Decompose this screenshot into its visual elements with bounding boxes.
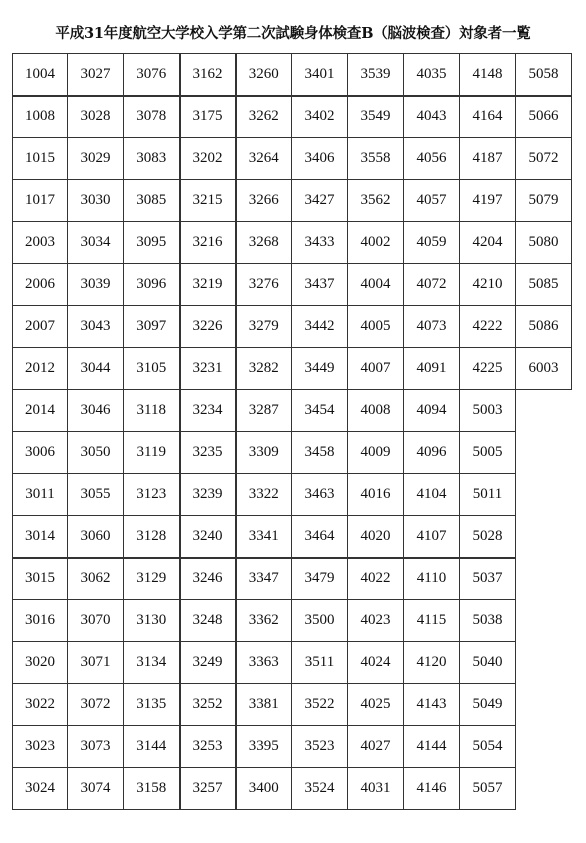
number-cell: 3202 [180, 138, 236, 180]
number-cell [516, 474, 572, 516]
number-cell: 3216 [180, 222, 236, 264]
number-cell: 4110 [404, 558, 460, 600]
number-cell: 3134 [124, 642, 180, 684]
number-cell: 3085 [124, 180, 180, 222]
number-cell: 3129 [124, 558, 180, 600]
number-cell: 4056 [404, 138, 460, 180]
number-cell: 3524 [292, 768, 348, 810]
number-cell: 3562 [348, 180, 404, 222]
number-cell: 4187 [460, 138, 516, 180]
table-row [13, 474, 572, 516]
number-cell: 3240 [180, 516, 236, 558]
number-cell: 5003 [460, 390, 516, 432]
number-cell: 3341 [236, 516, 292, 558]
number-cell: 3014 [13, 516, 68, 558]
number-cell [516, 516, 572, 558]
number-cell: 3231 [180, 348, 236, 390]
number-cell: 3027 [68, 54, 124, 96]
number-cell: 3464 [292, 516, 348, 558]
number-cell: 5054 [460, 726, 516, 768]
number-cell: 4073 [404, 306, 460, 348]
number-cell: 3076 [124, 54, 180, 96]
number-cell: 3235 [180, 432, 236, 474]
number-cell: 3072 [68, 684, 124, 726]
number-cell: 3030 [68, 180, 124, 222]
number-cell: 3119 [124, 432, 180, 474]
number-cell [516, 432, 572, 474]
number-cell: 3175 [180, 96, 236, 138]
number-cell: 3034 [68, 222, 124, 264]
number-cell: 5005 [460, 432, 516, 474]
number-cell: 3549 [348, 96, 404, 138]
number-cell: 4031 [348, 768, 404, 810]
number-cell: 3479 [292, 558, 348, 600]
number-cell: 3266 [236, 180, 292, 222]
number-cell: 5058 [516, 54, 572, 96]
number-cell: 5049 [460, 684, 516, 726]
number-cell: 5038 [460, 600, 516, 642]
number-cell: 3226 [180, 306, 236, 348]
number-cell: 4222 [460, 306, 516, 348]
table-row [13, 684, 572, 726]
number-cell: 4043 [404, 96, 460, 138]
table-row [13, 390, 572, 432]
number-cell: 3022 [13, 684, 68, 726]
table-row [13, 600, 572, 642]
number-cell [516, 768, 572, 810]
number-cell: 3073 [68, 726, 124, 768]
number-cell: 3433 [292, 222, 348, 264]
number-cell: 3449 [292, 348, 348, 390]
number-cell: 3020 [13, 642, 68, 684]
number-cell: 3078 [124, 96, 180, 138]
number-cell: 3016 [13, 600, 68, 642]
table-row [13, 54, 572, 96]
number-cell: 5040 [460, 642, 516, 684]
number-cell [516, 642, 572, 684]
number-cell: 4025 [348, 684, 404, 726]
table-row [13, 264, 572, 306]
number-cell: 4005 [348, 306, 404, 348]
number-cell: 3055 [68, 474, 124, 516]
number-cell: 3029 [68, 138, 124, 180]
number-cell: 3070 [68, 600, 124, 642]
number-cell: 3105 [124, 348, 180, 390]
number-cell: 3347 [236, 558, 292, 600]
number-cell: 4143 [404, 684, 460, 726]
table-row [13, 222, 572, 264]
number-cell: 4024 [348, 642, 404, 684]
table-row [13, 432, 572, 474]
number-cell: 3158 [124, 768, 180, 810]
table-row [13, 768, 572, 810]
number-cell: 3024 [13, 768, 68, 810]
number-cell: 4104 [404, 474, 460, 516]
number-cell: 3427 [292, 180, 348, 222]
number-cell: 3362 [236, 600, 292, 642]
number-cell: 5028 [460, 516, 516, 558]
number-cell: 2006 [13, 264, 68, 306]
number-cell: 4023 [348, 600, 404, 642]
number-cell: 3011 [13, 474, 68, 516]
number-cell: 3135 [124, 684, 180, 726]
number-cell: 3071 [68, 642, 124, 684]
table-row [13, 180, 572, 222]
number-cell: 3144 [124, 726, 180, 768]
number-cell: 3500 [292, 600, 348, 642]
number-cell: 4007 [348, 348, 404, 390]
number-cell: 1008 [13, 96, 68, 138]
number-cell: 3239 [180, 474, 236, 516]
number-cell: 4091 [404, 348, 460, 390]
number-cell: 3234 [180, 390, 236, 432]
number-cell: 5080 [516, 222, 572, 264]
number-cell: 3287 [236, 390, 292, 432]
number-cell: 3381 [236, 684, 292, 726]
number-cell: 3128 [124, 516, 180, 558]
table-row [13, 558, 572, 600]
number-cell: 4197 [460, 180, 516, 222]
number-cell: 3279 [236, 306, 292, 348]
number-cell: 4146 [404, 768, 460, 810]
number-cell: 4020 [348, 516, 404, 558]
number-cell: 4035 [404, 54, 460, 96]
number-cell: 4094 [404, 390, 460, 432]
number-cell: 4022 [348, 558, 404, 600]
number-cell: 3028 [68, 96, 124, 138]
number-cell: 3282 [236, 348, 292, 390]
number-cell: 3050 [68, 432, 124, 474]
number-cell: 3062 [68, 558, 124, 600]
number-cell: 3523 [292, 726, 348, 768]
number-cell: 3363 [236, 642, 292, 684]
number-cell: 3253 [180, 726, 236, 768]
number-cell: 3437 [292, 264, 348, 306]
number-cell: 2007 [13, 306, 68, 348]
number-cell: 1015 [13, 138, 68, 180]
number-cell: 4059 [404, 222, 460, 264]
number-cell: 3264 [236, 138, 292, 180]
table-row [13, 306, 572, 348]
number-cell: 3074 [68, 768, 124, 810]
number-cell: 4027 [348, 726, 404, 768]
number-cell: 1004 [13, 54, 68, 96]
number-cell: 3558 [348, 138, 404, 180]
number-cell: 4008 [348, 390, 404, 432]
number-cell: 3130 [124, 600, 180, 642]
number-cell: 6003 [516, 348, 572, 390]
number-cell: 3522 [292, 684, 348, 726]
number-cell: 3097 [124, 306, 180, 348]
number-cell: 3096 [124, 264, 180, 306]
number-cell [516, 684, 572, 726]
number-cell: 3395 [236, 726, 292, 768]
number-cell: 5072 [516, 138, 572, 180]
number-cell: 3095 [124, 222, 180, 264]
number-cell: 3262 [236, 96, 292, 138]
page-title: 平成31年度航空大学校入学第二次試験身体検査B（脳波検査）対象者一覧 [55, 25, 531, 42]
number-cell: 3257 [180, 768, 236, 810]
number-cell: 4016 [348, 474, 404, 516]
number-cell: 3083 [124, 138, 180, 180]
table-body [13, 54, 572, 810]
number-cell: 3246 [180, 558, 236, 600]
number-cell: 4204 [460, 222, 516, 264]
number-cell: 3406 [292, 138, 348, 180]
number-cell: 3401 [292, 54, 348, 96]
number-cell: 3458 [292, 432, 348, 474]
number-cell: 3442 [292, 306, 348, 348]
number-cell: 4004 [348, 264, 404, 306]
number-cell: 3322 [236, 474, 292, 516]
number-cell: 5011 [460, 474, 516, 516]
number-cell: 1017 [13, 180, 68, 222]
number-cell: 5037 [460, 558, 516, 600]
number-cell: 3539 [348, 54, 404, 96]
number-cell: 4210 [460, 264, 516, 306]
number-cell: 3044 [68, 348, 124, 390]
number-cell: 4009 [348, 432, 404, 474]
number-cell: 4225 [460, 348, 516, 390]
number-cell: 5057 [460, 768, 516, 810]
number-cell: 4002 [348, 222, 404, 264]
number-cell: 3060 [68, 516, 124, 558]
number-cell: 5079 [516, 180, 572, 222]
number-cell [516, 726, 572, 768]
number-cell: 4120 [404, 642, 460, 684]
number-cell: 3015 [13, 558, 68, 600]
number-cell: 3511 [292, 642, 348, 684]
number-cell [516, 600, 572, 642]
number-cell: 3248 [180, 600, 236, 642]
number-cell: 4148 [460, 54, 516, 96]
number-cell: 3162 [180, 54, 236, 96]
number-cell: 3309 [236, 432, 292, 474]
table-row [13, 516, 572, 558]
table-row [13, 348, 572, 390]
number-cell: 3006 [13, 432, 68, 474]
number-cell: 3043 [68, 306, 124, 348]
table-row [13, 138, 572, 180]
number-cell: 2012 [13, 348, 68, 390]
table-row [13, 96, 572, 138]
number-cell: 3249 [180, 642, 236, 684]
number-cell: 5086 [516, 306, 572, 348]
number-cell: 3046 [68, 390, 124, 432]
table-row [13, 726, 572, 768]
number-cell: 4164 [460, 96, 516, 138]
number-cell: 4057 [404, 180, 460, 222]
number-cell: 3400 [236, 768, 292, 810]
number-cell: 3402 [292, 96, 348, 138]
number-cell: 2003 [13, 222, 68, 264]
number-cell: 3123 [124, 474, 180, 516]
number-cell: 3454 [292, 390, 348, 432]
number-cell: 5066 [516, 96, 572, 138]
examinee-number-table [12, 53, 572, 810]
number-cell: 4144 [404, 726, 460, 768]
number-cell: 3463 [292, 474, 348, 516]
number-cell: 2014 [13, 390, 68, 432]
number-cell: 3276 [236, 264, 292, 306]
number-cell: 3219 [180, 264, 236, 306]
number-cell: 4072 [404, 264, 460, 306]
table-row [13, 642, 572, 684]
number-cell [516, 558, 572, 600]
number-cell [516, 390, 572, 432]
number-cell: 5085 [516, 264, 572, 306]
number-cell: 3215 [180, 180, 236, 222]
number-cell: 3252 [180, 684, 236, 726]
number-cell: 4115 [404, 600, 460, 642]
number-cell: 3260 [236, 54, 292, 96]
number-cell: 4096 [404, 432, 460, 474]
number-cell: 3039 [68, 264, 124, 306]
number-cell: 4107 [404, 516, 460, 558]
number-cell: 3023 [13, 726, 68, 768]
number-cell: 3268 [236, 222, 292, 264]
number-cell: 3118 [124, 390, 180, 432]
